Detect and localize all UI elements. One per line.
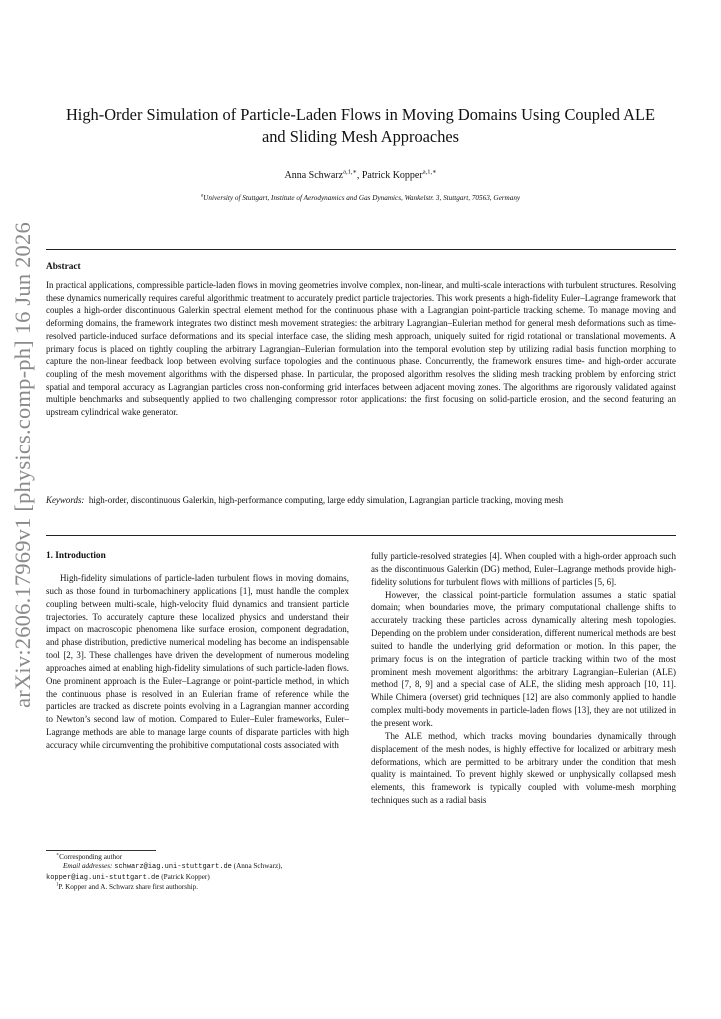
footnote-mark: 1 [56, 882, 59, 888]
paragraph: High-fidelity simulations of particle-laden turbulent flows in moving domains, such as those found in turbomachinery applications [1], must handle the complex coupling between multi-scale, high-velocity fluid dynamics and transient particle trajectories. To accurately capture these localized physics and understand their impact on macroscopic phenomena like surface erosion, component degradation, and phase distribution, predictive numerical modeling has become an indispensable tool [2, 3]. These challenges have driven the development of numerous modeling approaches aimed at enabling high-fidelity simulations of such particle-laden flows. One prominent approach is the Euler–Lagrange or point-particle method, in which the continuous phase is resolved in an Eulerian frame of reference while the particles are tracked as discrete points evolving in a Lagrangian manner according to Newton’s second law of motion. Compared to Euler–Euler frameworks, Euler–Lagrange methods are able to manage large counts of disparate particles with high accuracy while circumventing the prohibitive computational costs associated with [46, 573, 349, 750]
abstract-body: In practical applications, compressible particle-laden flows in moving geometries involve complex, non-linear, and multi-scale interactions with turbulent structures. Resolving these dynamics numerically requires careful algorithmic treatment to accurately predict particle trajectories. This work presents a high-fidelity Euler–Lagrange framework that couples a high-order discontinuous Galerkin spectral element method for the continuous phase with a Lagrangian point-particle tracking scheme. To manage moving and deforming domains, the framework integrates two distinct mesh movement strategies: the arbitrary Lagrangian–Eulerian method for general mesh deformations such as time-resolved particle-induced surface deformations and its special interface case, the sliding mesh approach, uniquely suited for rigid rotational or translational movements. A primary focus is placed on tightly coupling the arbitrary Lagrangian–Eulerian formulation into the temporal evolution step by utilizing radial basis function morphing to capture the non-linear feedback loop between evolving surface topologies and the continuous phase. Concurrently, the framework ensures time- and high-order accurate coupling of the mesh movement algorithms with the dispersed phase. In particular, the proposed algorithm resolves the sliding mesh tracking problem by enforcing strict spatial and temporal accuracy as Lagrangian particles cross non-conforming grid interfaces between adjacent moving zones. The algorithms are rigorously validated against multiple benchmarks and subsequently applied to two challenging compressor rotor applications: the first focusing on solid-particle erosion, and the second featuring an upstream cylindrical wake generator. [46, 280, 676, 418]
affiliation-text: University of Stuttgart, Institute of Aerodynamics and Gas Dynamics, Wankelstr. 3, Stuttgart, 70563, Germany [203, 194, 521, 202]
footnote-text: P. Kopper and A. Schwarz share first authorship. [58, 882, 199, 891]
paragraph: The ALE method, which tracks moving boundaries dynamically through displacement of the mesh nodes, is highly effective for localized or arbitrary mesh deformations, which are permitted to be arbitrary under the condition that mesh quality is maintained. To prevent highly skewed or unphysically collapsed mesh elements, this framework is typically coupled with volume-mesh morphing techniques such as a radial basis [371, 730, 676, 806]
arxiv-sidebar-stamp [2, 222, 44, 708]
abstract-heading: Abstract [46, 262, 81, 272]
email-link[interactable]: schwarz@iag.uni-stuttgart.de [114, 863, 232, 872]
author-name: Patrick Kopper [361, 170, 423, 181]
arxiv-identifier: arXiv:2606.17969v1 [physics.comp-ph] 16 Jun 2026 [10, 222, 35, 708]
abstract-top-rule [46, 249, 676, 250]
footnote-corresponding [46, 853, 356, 862]
keywords-text: high-order, discontinuous Galerkin, high-performance computing, large eddy simulation, Lagrangian particle tracking, moving mesh [88, 495, 564, 505]
title-line-2: and Sliding Mesh Approaches [261, 127, 460, 146]
footnote-text: Corresponding author [59, 853, 123, 861]
footnote-emails-cont [46, 873, 356, 883]
footnotes [46, 853, 356, 892]
footnote-mark: ∗ [56, 852, 60, 858]
author-affiliation-mark: a,1,∗ [422, 168, 437, 176]
email-link[interactable]: kopper@iag.uni-stuttgart.de [46, 873, 160, 882]
keywords-label: Keywords: [46, 495, 85, 505]
abstract-bottom-rule [46, 535, 676, 536]
right-column [371, 550, 676, 807]
author-separator: , [356, 170, 362, 181]
left-column [46, 572, 349, 752]
footnote-emails [46, 862, 356, 872]
email-owner: (Anna Schwarz), [231, 862, 283, 871]
author-name: Anna Schwarz [284, 170, 344, 181]
section-heading: 1. Introduction [46, 551, 106, 561]
email-owner: (Patrick Kopper) [159, 872, 210, 881]
paragraph: fully particle-resolved strategies [4]. When coupled with a high-order approach such as the discontinuous Galerkin (DG) method, Euler–Lagrange methods provide high-fidelity solutions for turbulent flows with millions of particles [5, 6]. [371, 551, 676, 587]
paragraph: However, the classical point-particle formulation assumes a static spatial domain; when boundaries move, the primary computational challenge shifts to accurately tracking these particles across dynamically altering mesh topologies. Depending on the problem under consideration, different numerical methods are best suited to handle the underlying grid deformation or motion. In this paper, the primary focus is on the integration of particle tracking within two of the most prominent mesh movement algorithms: the arbitrary Lagrangian–Eulerian (ALE) method [7, 8, 9] and a special case of ALE, the sliding mesh approach [10, 11]. While Chimera (overset) grid techniques [12] are also commonly applied to handle complex multi-body movements in particle-laden flows [13], they are not utilized in the present work. [371, 589, 676, 728]
affiliation-mark: a [200, 193, 204, 199]
affiliation [40, 194, 681, 202]
footnote-rule [46, 850, 156, 851]
keywords [46, 494, 676, 507]
author-affiliation-mark: a,1,∗ [343, 168, 357, 176]
author-list [40, 170, 681, 181]
paper-title [40, 104, 681, 148]
title-line-1: High-Order Simulation of Particle-Laden Flows in Moving Domains Using Coupled ALE [65, 105, 656, 124]
footnote-authorship [46, 883, 356, 892]
email-label: Email addresses: [63, 862, 113, 871]
